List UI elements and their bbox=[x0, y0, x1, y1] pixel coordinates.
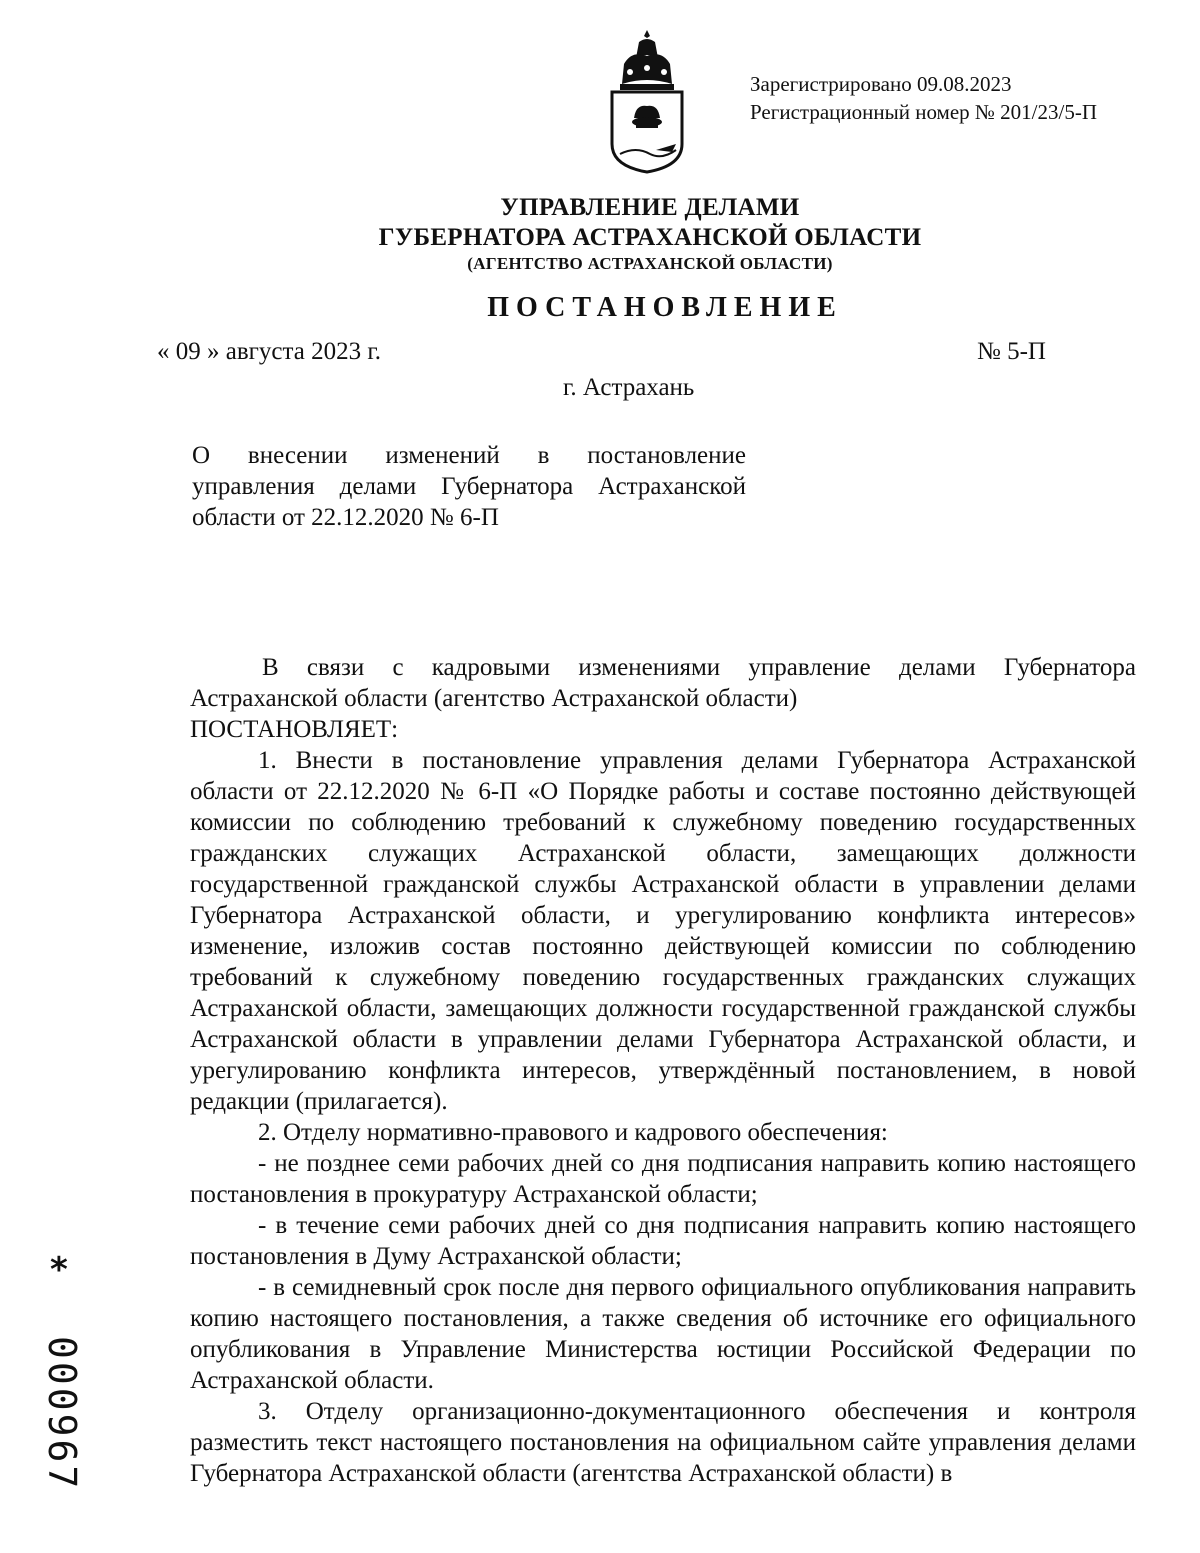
item-2: 2. Отделу нормативно-правового и кадрового обеспечения: bbox=[258, 1119, 888, 1146]
coat-of-arms-emblem bbox=[606, 28, 688, 174]
org-name-line1: УПРАВЛЕНИЕ ДЕЛАМИ bbox=[500, 194, 800, 221]
document-date: « 09 » августа 2023 г. bbox=[157, 338, 382, 365]
item-1: 1. Внести в постановление управления делами Губернатора Астраханской области от 22.12.2020 № 6-П «О Порядке работы и составе постоянно действующей комиссии по соблюдению требований к служебному поведению государственных гражданских служащих Астраханской области, замещающих должности государственной гражданской службы Астраханской области в управлении делами Губернатора Астраханской области, и урегулированию конфликта интересов» изменение, изложив состав постоянно действующей комиссии по соблюдению требований к служебному поведению государственных гражданских служащих Астраханской области, замещающих должности государственной гражданской службы Астраханской области в управлении делами Губернатора Астраханской области, и урегулированию конфликта интересов, утверждённый постановлением, в новой редакции (прилагается). bbox=[190, 747, 1136, 1115]
document-subject: О внесении изменений в постановление управления делами Губернатора Астраханской области от 22.12.2020 № 6-П bbox=[192, 442, 746, 531]
resolves-heading: ПОСТАНОВЛЯЕТ: bbox=[190, 716, 399, 743]
org-name-line2: ГУБЕРНАТОРА АСТРАХАНСКОЙ ОБЛАСТИ bbox=[378, 224, 922, 251]
preamble: В связи с кадровыми изменениями управление делами Губернатора Астраханской области (агентство Астраханской области) bbox=[190, 654, 1136, 712]
document-city: г. Астрахань bbox=[563, 374, 695, 401]
item-3: 3. Отделу организационно-документационного обеспечения и контроля разместить текст настоящего постановления на официальном сайте управления делами Губернатора Астраханской области (агентства Астраханской области) в bbox=[190, 1398, 1136, 1487]
margin-serial-number: 000967 bbox=[40, 1336, 84, 1492]
registration-number: Регистрационный номер № 201/23/5-П bbox=[750, 100, 1098, 124]
item-2-c: - в семидневный срок после дня первого официального опубликования направить копию настоящего постановления, а также сведения об источнике его официального опубликования в Управление Министерства юстиции Российской Федерации по Астраханской области. bbox=[190, 1274, 1136, 1394]
document-body bbox=[190, 652, 1136, 1489]
item-2-b: - в течение семи рабочих дней со дня подписания направить копию настоящего постановления в Думу Астраханской области; bbox=[190, 1212, 1136, 1270]
registration-date: Зарегистрировано 09.08.2023 bbox=[750, 72, 1012, 96]
margin-mark: * bbox=[50, 1250, 68, 1290]
document-type: ПОСТАНОВЛЕНИЕ bbox=[487, 292, 843, 323]
document-number: № 5-П bbox=[977, 338, 1046, 365]
item-2-a: - не позднее семи рабочих дней со дня подписания направить копию настоящего постановления в прокуратуру Астраханской области; bbox=[190, 1150, 1136, 1208]
org-name-line3: (АГЕНТСТВО АСТРАХАНСКОЙ ОБЛАСТИ) bbox=[467, 254, 833, 273]
registration-stamp bbox=[750, 70, 1097, 126]
